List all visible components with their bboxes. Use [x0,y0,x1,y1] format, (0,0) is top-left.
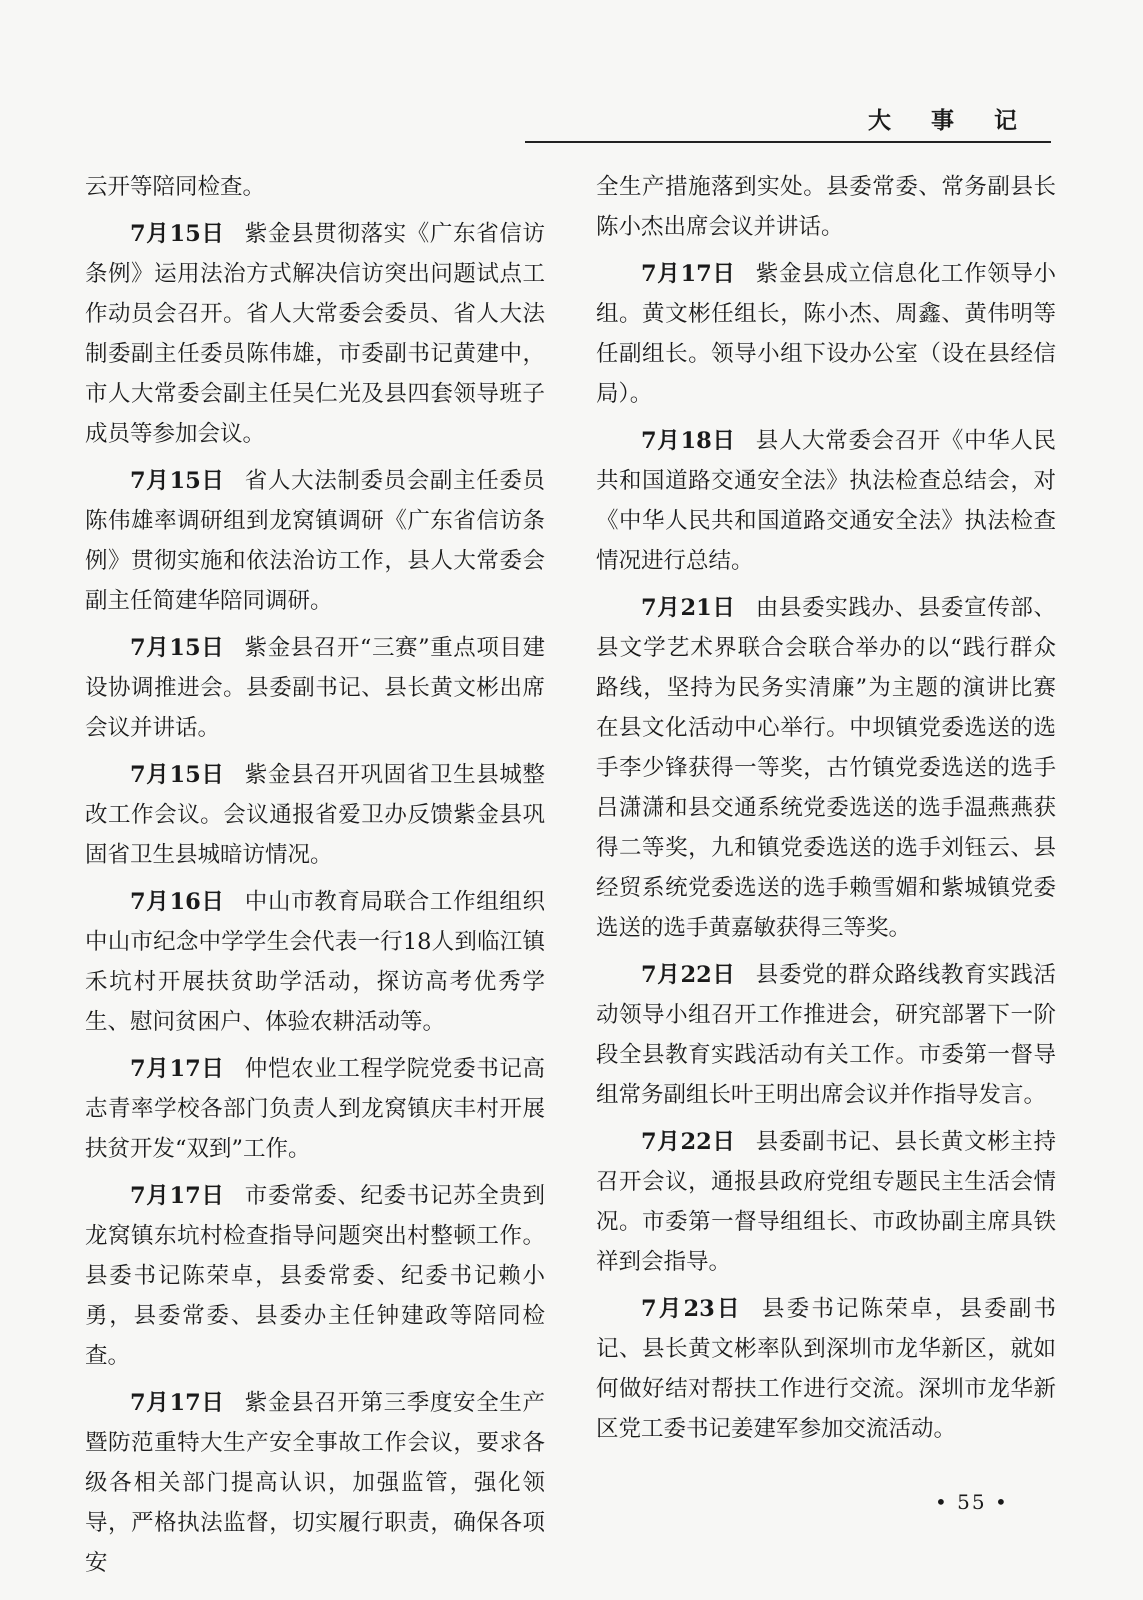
entry-text: 紫金县成立信息化工作领导小组。黄文彬任组长，陈小杰、周鑫、黄伟明等任副组长。领导小组下设办公室（设在县经信局）。 [596,261,1056,407]
entry-paragraph [596,167,1056,247]
entry-date: 7月18日 [641,428,736,454]
entry-text: 县委书记陈荣卓，县委副书记、县长黄文彬率队到深圳市龙华新区，就如何做好结对帮扶工作进行交流。深圳市龙华新区党工委书记姜建军参加交流活动。 [596,1296,1056,1442]
entry-paragraph [596,1289,1056,1449]
entry-text: 市委常委、纪委书记苏全贵到龙窝镇东坑村检查指导问题突出村整顿工作。县委书记陈荣卓，县委常委、纪委书记赖小勇，县委常委、县委办主任钟建政等陪同检查。 [85,1183,545,1369]
entry-date: 7月15日 [130,762,225,788]
left-column [85,167,545,1590]
entry-date: 7月15日 [130,468,225,494]
entry-paragraph [85,628,545,748]
section-title: 大 事 记 [867,108,1033,134]
entry-date: 7月16日 [130,889,225,915]
entry-date: 7月21日 [641,595,736,621]
entry-date: 7月15日 [130,635,225,661]
entry-text: 紫金县召开巩固省卫生县城整改工作会议。会议通报省爱卫办反馈紫金县巩固省卫生县城暗访情况。 [85,762,545,868]
entry-paragraph [85,1049,545,1169]
entry-text: 仲恺农业工程学院党委书记高志青率学校各部门负责人到龙窝镇庆丰村开展扶贫开发“双到”工作。 [85,1056,545,1162]
entry-text: 省人大法制委员会副主任委员陈伟雄率调研组到龙窝镇调研《广东省信访条例》贯彻实施和依法治访工作，县人大常委会副主任简建华陪同调研。 [85,468,545,614]
entry-text: 紫金县召开第三季度安全生产暨防范重特大生产安全事故工作会议，要求各级各相关部门提高认识，加强监管，强化领导，严格执法监督，切实履行职责，确保各项安 [85,1390,545,1576]
entry-text: 县委党的群众路线教育实践活动领导小组召开工作推进会，研究部署下一阶段全县教育实践活动有关工作。市委第一督导组常务副组长叶王明出席会议并作指导发言。 [596,962,1056,1108]
entry-paragraph [596,1122,1056,1282]
entry-paragraph [85,1383,545,1583]
entry-text: 县人大常委会召开《中华人民共和国道路交通安全法》执法检查总结会，对《中华人民共和国道路交通安全法》执法检查情况进行总结。 [596,428,1056,574]
entry-text: 由县委实践办、县委宣传部、县文学艺术界联合会联合举办的以“践行群众路线，坚持为民务实清廉”为主题的演讲比赛在县文化活动中心举行。中坝镇党委选送的选手李少锋获得一等奖，古竹镇党委选送的选手吕潇潇和县交通系统党委选送的选手温燕燕获得二等奖，九和镇党委选送的选手刘钰云、县经贸系统党委选送的选手赖雪媚和紫城镇党委选送的选手黄嘉敏获得三等奖。 [596,595,1056,941]
entry-text: 县委副书记、县长黄文彬主持召开会议，通报县政府党组专题民主生活会情况。市委第一督导组组长、市政协副主席具铁祥到会指导。 [596,1129,1056,1275]
entry-date: 7月17日 [130,1056,225,1082]
entry-paragraph [596,955,1056,1115]
entry-text: 紫金县召开“三赛”重点项目建设协调推进会。县委副书记、县长黄文彬出席会议并讲话。 [85,635,545,741]
entry-paragraph [596,254,1056,414]
entry-text: 云开等陪同检查。 [85,174,266,200]
entry-paragraph [85,755,545,875]
entry-date: 7月17日 [641,261,736,287]
entry-text: 紫金县贯彻落实《广东省信访条例》运用法治方式解决信访突出问题试点工作动员会召开。省人大常委会委员、省人大法制委副主任委员陈伟雄，市委副书记黄建中，市人大常委会副主任吴仁光及县四套领导班子成员等参加会议。 [85,221,545,447]
entry-date: 7月22日 [641,962,736,988]
entry-paragraph [85,214,545,454]
entry-date: 7月17日 [130,1390,225,1416]
entry-date: 7月22日 [641,1129,736,1155]
entry-paragraph [596,588,1056,948]
entry-paragraph [85,461,545,621]
entry-paragraph [85,167,545,207]
running-header [0,98,1143,148]
header-rule [525,141,1051,143]
entry-text: 全生产措施落到实处。县委常委、常务副县长陈小杰出席会议并讲话。 [596,174,1056,240]
entry-date: 7月23日 [641,1296,742,1322]
entry-date: 7月17日 [130,1183,225,1209]
entry-text: 中山市教育局联合工作组组织中山市纪念中学学生会代表一行18人到临江镇禾坑村开展扶贫助学活动，探访高考优秀学生、慰问贫困户、体验农耕活动等。 [85,889,545,1035]
page-number: • 55 • [935,1490,1009,1514]
right-column [596,167,1056,1456]
entry-paragraph [85,882,545,1042]
entry-date: 7月15日 [130,221,225,247]
entry-paragraph [596,421,1056,581]
entry-paragraph [85,1176,545,1376]
